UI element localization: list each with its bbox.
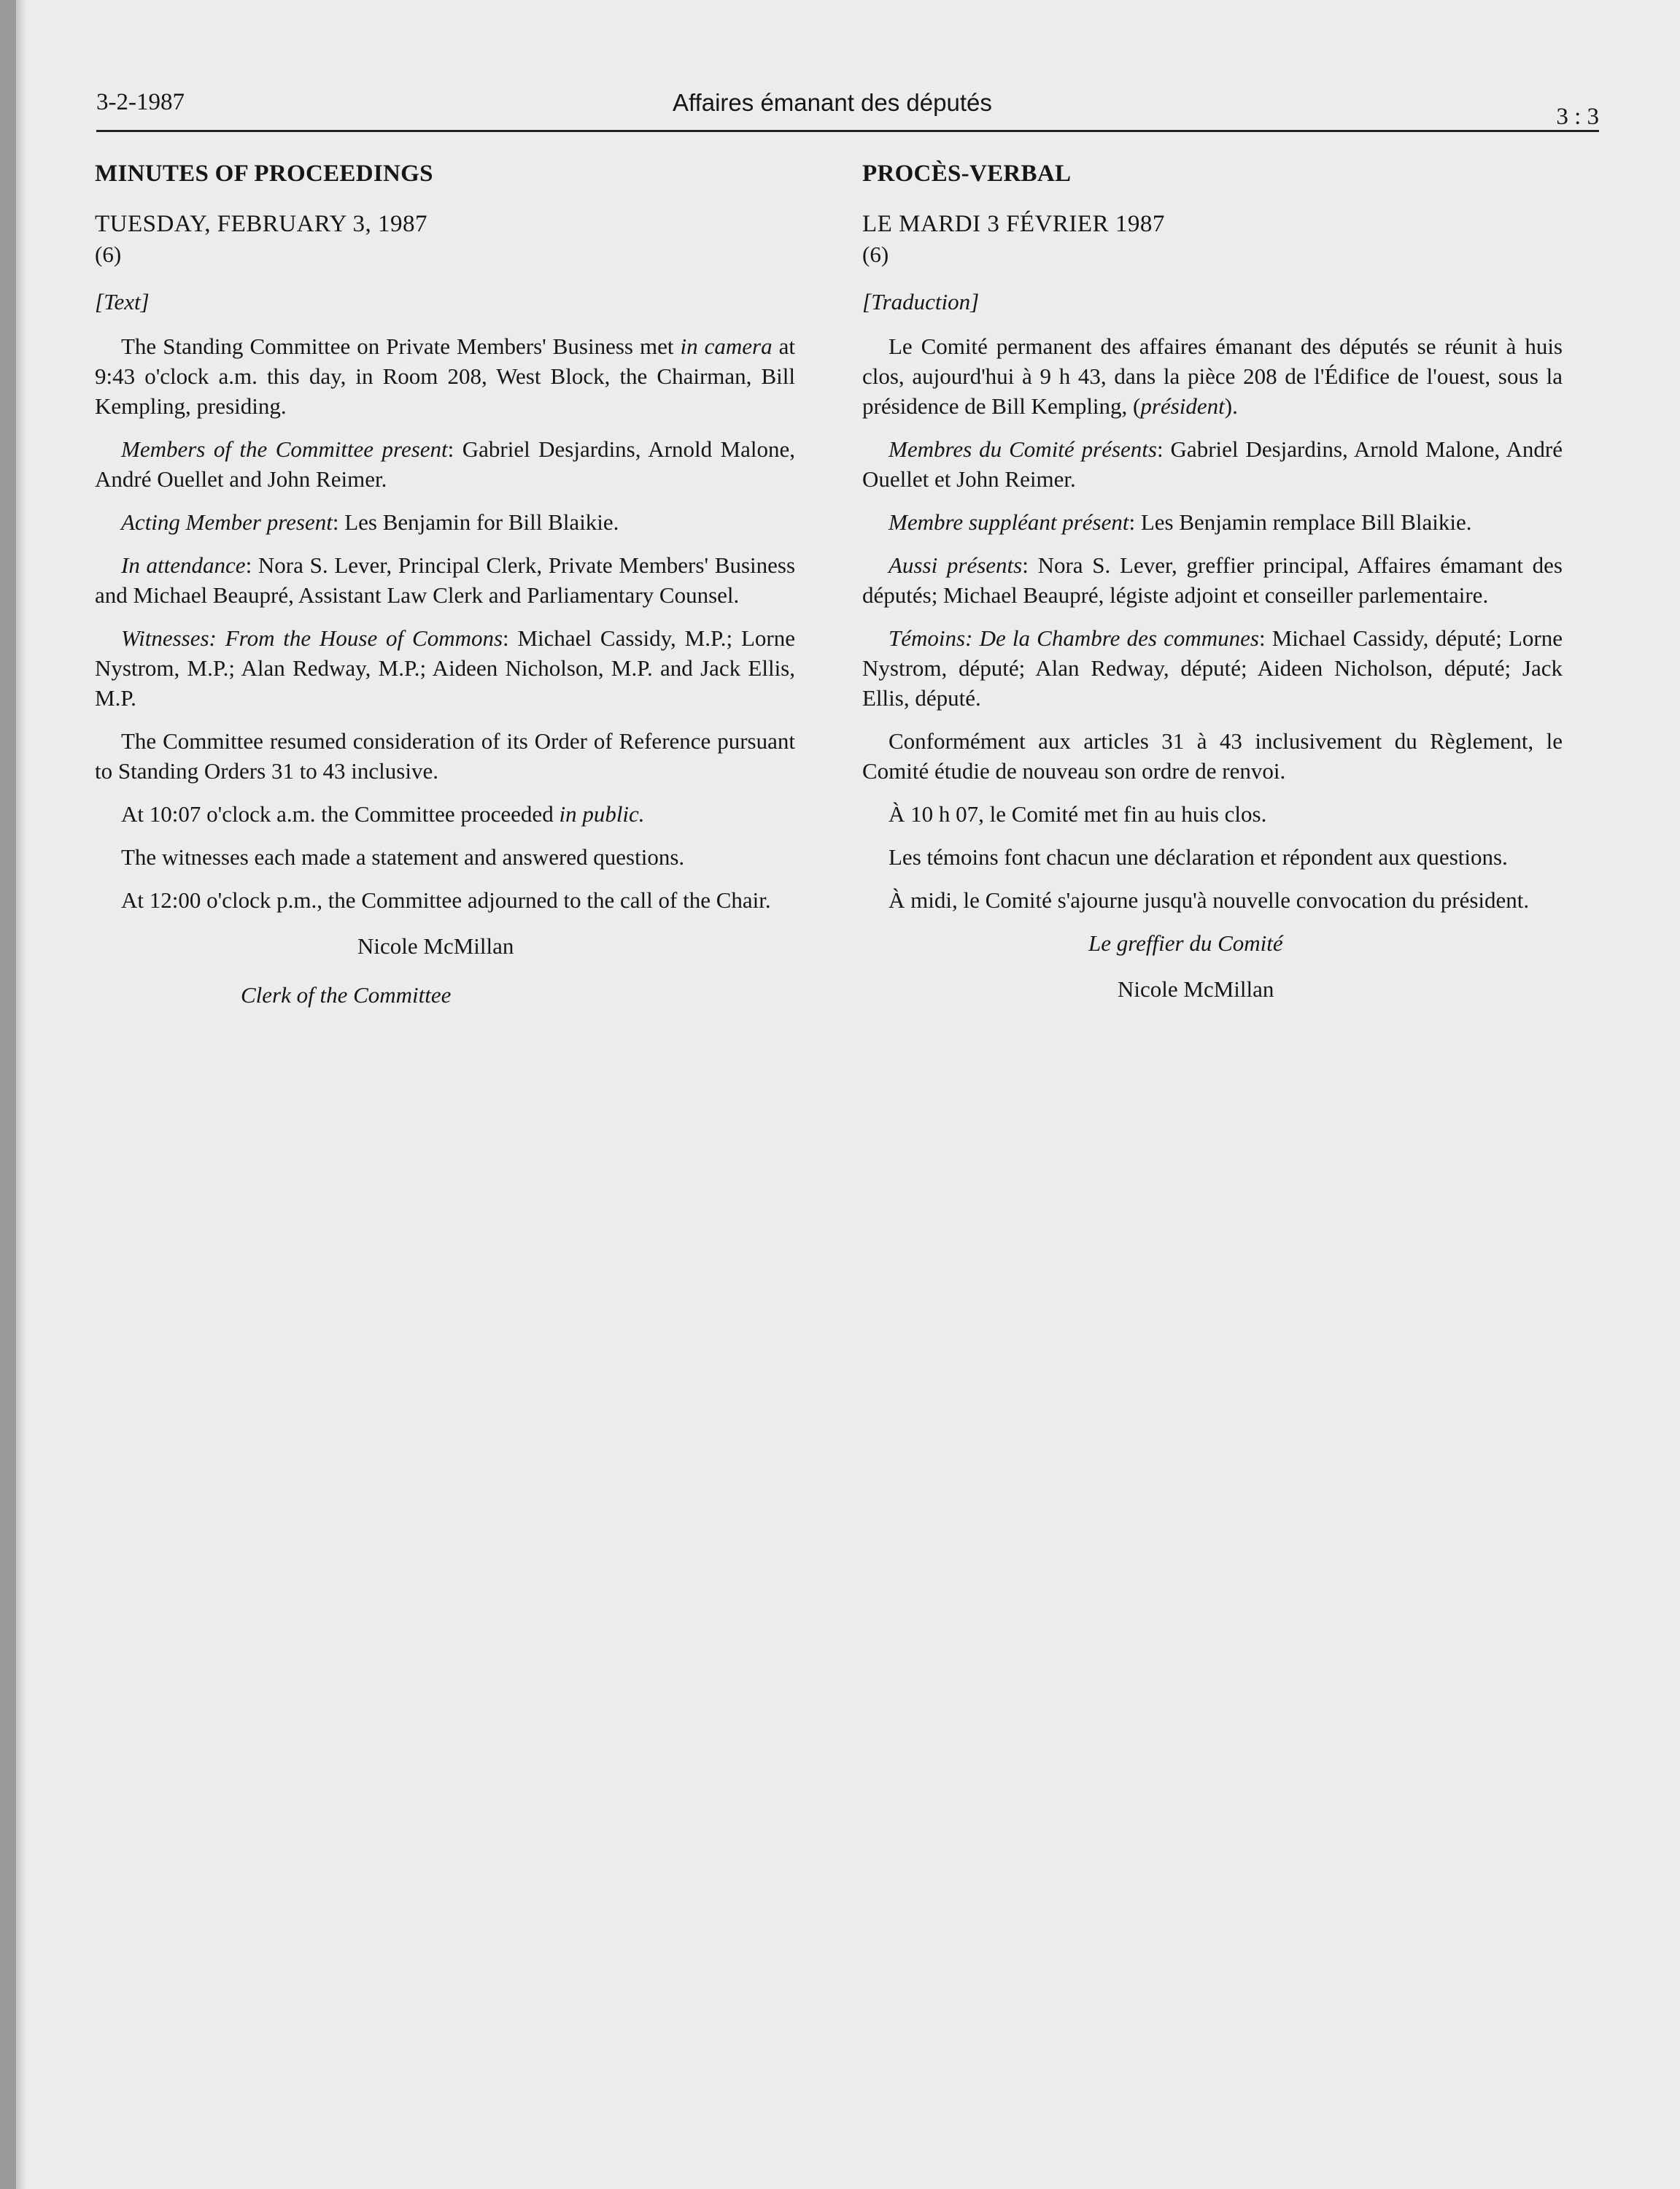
header-date: 3-2-1987 bbox=[96, 89, 185, 115]
french-date: LE MARDI 3 FÉVRIER 1987 bbox=[862, 211, 1165, 237]
french-signature-title: Le greffier du Comité bbox=[1088, 930, 1283, 956]
french-paragraph-public: À 10 h 07, le Comité met fin au huis clos. bbox=[889, 801, 1267, 827]
english-date: TUESDAY, FEBRUARY 3, 1987 bbox=[95, 211, 427, 237]
french-heading: PROCÈS-VERBAL bbox=[862, 161, 1072, 187]
french-sitting-number: (6) bbox=[862, 242, 889, 267]
english-paragraph-members: Members of the Committee present: Gabriel Desjardins, Arnold Malone, André Ouellet and John Reimer. bbox=[95, 436, 795, 492]
english-paragraph-witnesses: Witnesses: From the House of Commons: Michael Cassidy, M.P.; Lorne Nystrom, M.P.; Alan Redway, M.P.; Aideen Nicholson, M.P. and Jack Ellis, M.P. bbox=[95, 625, 795, 711]
french-paragraph-statements: Les témoins font chacun une déclaration et répondent aux questions. bbox=[889, 844, 1508, 870]
french-paragraph-attendance: Aussi présents: Nora S. Lever, greffier principal, Affaires émamant des députés; Michael Beaupré, légiste adjoint et conseiller parlementaire. bbox=[862, 552, 1563, 608]
french-paragraph-witnesses: Témoins: De la Chambre des communes: Michael Cassidy, député; Lorne Nystrom, député; Alan Redway, député; Aideen Nicholson, député; Jack Ellis, député. bbox=[862, 625, 1563, 711]
english-paragraph-acting-member: Acting Member present: Les Benjamin for Bill Blaikie. bbox=[121, 509, 619, 535]
french-column bbox=[862, 159, 1563, 1004]
english-signature-name: Nicole McMillan bbox=[357, 933, 514, 959]
english-signature-title: Clerk of the Committee bbox=[241, 982, 452, 1008]
english-paragraph-attendance: In attendance: Nora S. Lever, Principal Clerk, Private Members' Business and Michael Beaupré, Assistant Law Clerk and Parliamentary Counsel. bbox=[95, 552, 796, 608]
french-paragraph-members: Membres du Comité présents: Gabriel Desjardins, Arnold Malone, André Ouellet et John Reimer. bbox=[862, 436, 1563, 492]
french-paragraph-adjourned: À midi, le Comité s'ajourne jusqu'à nouvelle convocation du président. bbox=[889, 887, 1530, 913]
english-paragraph-adjourned: At 12:00 o'clock p.m., the Committee adjourned to the call of the Chair. bbox=[121, 887, 771, 913]
header-title: Affaires émanant des députés bbox=[673, 89, 992, 116]
french-signature-name: Nicole McMillan bbox=[1118, 976, 1274, 1002]
english-sitting-number: (6) bbox=[95, 242, 122, 267]
english-paragraph-meeting: The Standing Committee on Private Members' Business met in camera at 9:43 o'clock a.m. this day, in Room 208, West Block, the Chairman, Bill Kempling, presiding. bbox=[95, 333, 795, 419]
header-page-number: 3 : 3 bbox=[1556, 104, 1599, 130]
english-paragraph-statements: The witnesses each made a statement and answered questions. bbox=[121, 844, 685, 870]
page-header bbox=[96, 86, 1599, 132]
french-paragraph-meeting: Le Comité permanent des affaires émanant des députés se réunit à huis clos, aujourd'hui à 9 h 43, dans la pièce 208 de l'Édifice de l'ouest, sous la présidence de Bill Kempling, (président). bbox=[862, 333, 1563, 419]
english-paragraph-public: At 10:07 o'clock a.m. the Committee proceeded in public. bbox=[121, 801, 645, 827]
french-paragraph-acting-member: Membre suppléant présent: Les Benjamin remplace Bill Blaikie. bbox=[889, 509, 1472, 535]
binding-shadow bbox=[16, 0, 26, 2189]
english-paragraph-order: The Committee resumed consideration of its Order of Reference pursuant to Standing Orders 31 to 43 inclusive. bbox=[95, 728, 795, 784]
binding-gutter bbox=[0, 0, 16, 2189]
french-text-tag: [Traduction] bbox=[862, 289, 980, 314]
english-heading: MINUTES OF PROCEEDINGS bbox=[95, 161, 433, 187]
english-text-tag: [Text] bbox=[95, 289, 150, 314]
french-paragraph-order: Conformément aux articles 31 à 43 inclusivement du Règlement, le Comité étudie de nouveau son ordre de renvoi. bbox=[862, 728, 1563, 784]
english-column bbox=[95, 159, 795, 1029]
